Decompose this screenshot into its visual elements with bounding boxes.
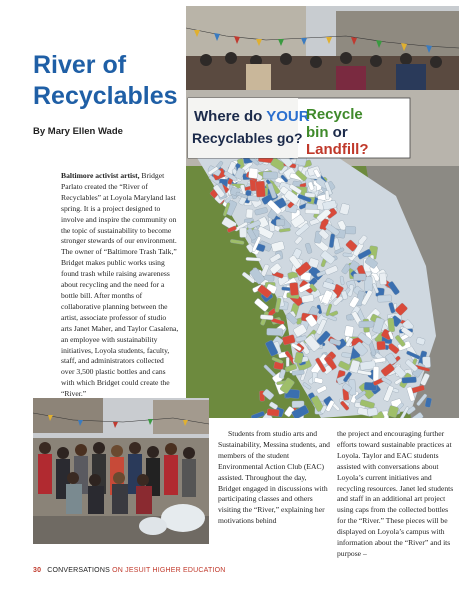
svg-text:Landfill?: Landfill? bbox=[306, 141, 369, 158]
title-line-1: River of bbox=[33, 51, 127, 79]
body-column-3 bbox=[337, 429, 455, 560]
column-3-text: the project and encouraging further efforts toward sustainable practices at Loyola. Taylor and EAC students assisted with conversations about Loyola’s current initiatives and recycling resources. Janet led students and staff in an additional art project using caps from the collected bottles for the “River.” These pieces will be displayed on Loyola’s campus with information about the “River” and its purpose – bbox=[337, 429, 454, 558]
body-column-2 bbox=[218, 429, 330, 527]
svg-text:Recycle: Recycle bbox=[306, 106, 363, 123]
svg-text:Where do YOUR: Where do YOUR bbox=[194, 108, 310, 125]
title-line-2: Recyclables bbox=[33, 82, 178, 110]
publication-name: CONVERSATIONS bbox=[47, 567, 113, 574]
body-column-1 bbox=[61, 171, 179, 400]
recycle-banner bbox=[188, 98, 410, 158]
column-2-text: Students from studio arts and Sustainability, Messina students, and members of the student Environmental Action Club (EAC) assisted. Throughout the day, Bridget engaged in discussions with participating classes and others visiting the “River,” explaining her motivations behind bbox=[218, 429, 330, 526]
svg-text:Recyclables go?: Recyclables go? bbox=[192, 130, 303, 146]
students-group-photo bbox=[33, 398, 209, 544]
article-title bbox=[33, 50, 183, 112]
page-footer bbox=[33, 567, 226, 574]
svg-text:bin or: bin or bbox=[306, 124, 348, 141]
page-number: 30 bbox=[33, 567, 42, 574]
river-of-recyclables-photo bbox=[186, 6, 459, 418]
publication-name-accent: ON JESUIT HIGHER EDUCATION bbox=[112, 567, 226, 574]
lead-in: Baltimore activist artist, bbox=[61, 171, 140, 180]
column-1-text: Bridget Parlato created the “River of Recyclables” at Loyola Maryland last spring. It is a project designed to involve and inspire the community on the topic of sustainability to become stronger stewards of our environment. The owner of “Baltimore Trash Talk,” Bridget makes public works using found trash while raising awareness about recycling and the need for a bottle bill. After months of collaborative planning between the artist, associate professor of studio arts Janet Maher, and Taylor Casalena, an employee with sustainability initiatives, Loyola students, faculty, staff, and administrators collected over 3,500 plastic bottles and cans with which Bridget could create the “River.” bbox=[61, 171, 179, 399]
byline: By Mary Ellen Wade bbox=[33, 126, 123, 137]
